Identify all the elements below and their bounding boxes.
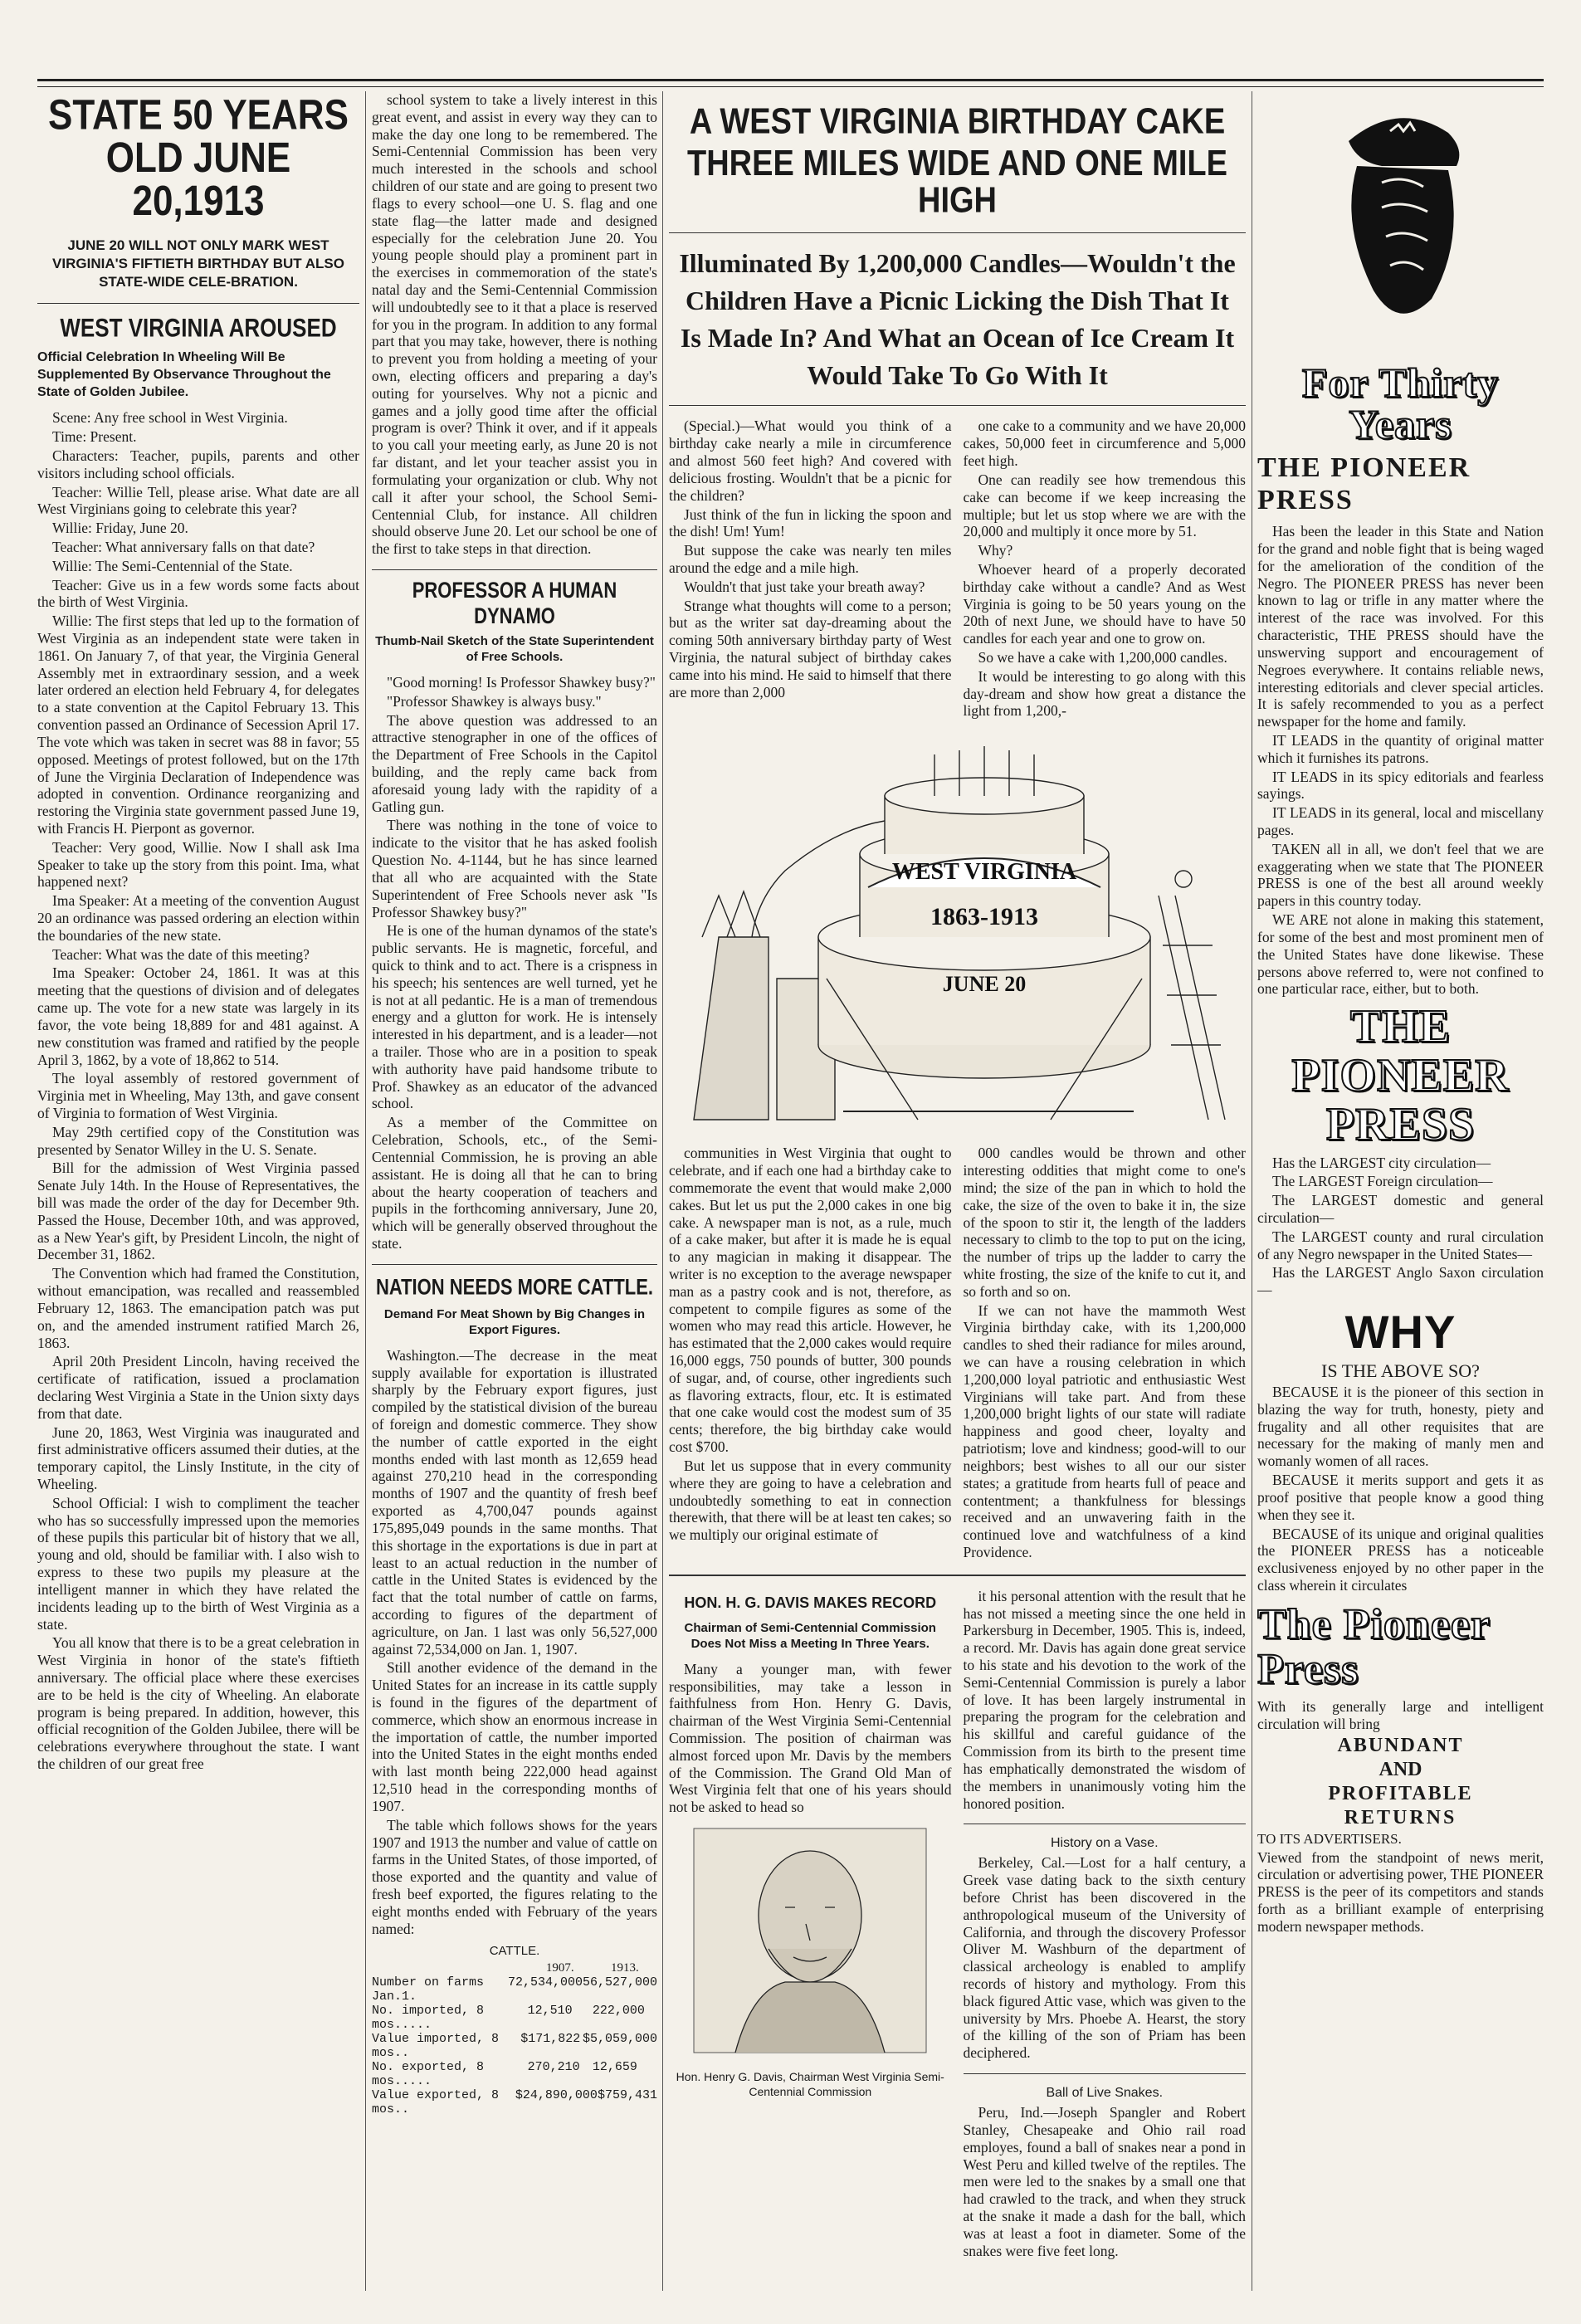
headline-history-vase: History on a Vase. [1050, 1836, 1159, 1851]
paragraph: The loyal assembly of restored government of Virginia met in Wheeling, May 13th, and gave consent of Virginia to formation of West Virginia. [37, 1070, 359, 1121]
paragraph: It would be interesting to go along with this day-dream and show how great a distance the light from 1,200,- [963, 667, 1246, 720]
paragraph: Berkeley, Cal.—Lost for a half century, a Greek vase dating back to the sixth century before Christ has been discovered in the anthropological museum of the University of California, and through the discovery Professor Oliver M. Washburn of the department of classical archeology is enabled to amplify records of history and mythology. From this black figured Attic vase, which was given to the university by Mrs. Phoebe A. Hearst, the story of the killing of the son of Priam has been deciphered. [963, 1854, 1246, 2062]
divider [964, 2073, 1247, 2074]
paragraph: TAKEN all in all, we don't feel that we are exaggerating when we state that The PIONEER PRESS is one of the best all around weekly papers in this country today. [1257, 840, 1544, 910]
cake-banner-text: WEST VIRGINIA [891, 859, 1077, 886]
paragraph: Peru, Ind.—Joseph Spangler and Robert Stanley, Chesapeake and Ohio rail road employes, found a ball of snakes near a pond in West Peru and killed twelve of the reptiles. The men were led to the snakes by a small one that had crawled to the track, and when they struck at the snake it made a dash for the ball, which was at least a foot in diameter. Some of the snakes were five feet long. [963, 2104, 1246, 2259]
paragraph: 000 candles would be thrown and other interesting oddities that might come to one's mind; the size of the pan in which to hold the cake, the size of the oven to bake it in, the size of the spoon to stir it, the length of the ladders necessary to climb to the top to put on the icing, the number of trips up the ladder to carry the white frosting, the size of the knife to cut it, and so forth and so on. [963, 1145, 1246, 1300]
paragraph: Ima Speaker: October 24, 1861. It was at this meeting that the questions of division and of delegates came up. The vote for a new state was largely in its favor, the vote being 18,889 for and 481 against. A new constitution was framed and ratified by the people April 3, 1862, by a vote of 18,862 to 514. [37, 964, 359, 1068]
paragraph: Teacher: Very good, Willie. Now I shall ask Ima Speaker to take up the story from this point. Ima, what happened next? [37, 838, 359, 891]
paragraph: Ima Speaker: At a meeting of the convention August 20 an ordinance was passed ordering an election within the boundaries of the new state. [37, 892, 359, 944]
paragraph: As a member of the Committee on Celebration, Schools, etc., of the Semi-Centennial Commission, he is proving an able assistant. He is doing all that he can to bring about the hearty cooperation of teachers and pupils in the forthcoming anniversary, June 20, which will be generally observed throughout the state. [372, 1114, 657, 1252]
paragraph: Still another evidence of the demand in the United States for an increase in its cattle supply is found in the figures of the department of commerce, which show an enormous increase in the importation of cattle, the number imported into the United States in the eight months ended with last month being 222,000 head against 12,510 head in the corresponding months of 1907. [372, 1659, 657, 1814]
table-cell: $24,890,000 [515, 2088, 598, 2103]
column-school-professor-cattle [372, 91, 657, 2291]
table-row [372, 2088, 657, 2116]
paragraph: Willie: The Semi-Centennial of the State. [52, 557, 293, 574]
table-row [372, 2060, 657, 2088]
table-cell: No. imported, 8 mos..... [372, 2004, 485, 2033]
divider [669, 232, 1246, 233]
cake-years-text: 1863-1913 [930, 903, 1038, 931]
lower-right-briefs [964, 1588, 1247, 2262]
paragraph: BECAUSE it merits support and gets it as proof positive that people know a good thing when they see it. [1257, 1472, 1544, 1523]
paragraph: The Convention which had framed the Constitution, without emancipation, was recalled and reassembled February 12, 1863. The emancipation patch was put on, and the amended instrument ratified March 26, 1863. [37, 1265, 359, 1351]
paragraph: IT LEADS in its general, local and miscellany pages. [1257, 804, 1544, 838]
divider [372, 1264, 657, 1265]
masthead-pioneer-press-3: The Pioneer Press [1257, 1600, 1491, 1694]
subhead-west-virginia-aroused: WEST VIRGINIA AROUSED [60, 312, 337, 343]
headline-birthday-cake-line2: THREE MILES WIDE AND ONE MILE HIGH [687, 143, 1227, 221]
snakes-body [964, 2104, 1247, 2259]
article-body-state-50 [37, 409, 359, 1773]
ad-body-5: Viewed from the standpoint of news merit, circulation or advertising power, THE PIONEER PRESS is the peer of its competitors and stands forth as a brilliant example of enterprising modern newspaper methods. [1257, 1848, 1544, 1935]
paragraph: IT LEADS in the quantity of original matter which it furnishes its patrons. [1257, 731, 1544, 766]
ad-body-4: With its generally large and intelligent circulation will bring [1257, 1697, 1544, 1732]
davis-body [669, 1661, 952, 1816]
divider [372, 569, 657, 570]
paragraph: Has the LARGEST Anglo Saxon circulation— [1257, 1264, 1544, 1299]
ad-profitable: PROFITABLE [1328, 1782, 1473, 1804]
vase-body [964, 1854, 1247, 2062]
paragraph: Willie: The first steps that led up to the formation of West Virginia as an independent state were taken in 1861. On January 7, of that year, the Virginia General Assembly met in extraordinary session, and a week later ordered an election held February 4, for delegates to a state convention at the Capitol February 13. This convention passed an Ordinance of Secession April 17. The vote which was taken in secret was 88 in favor; 55 opposed. Meetings of protest followed, but on the 17th of June the Virginia Declaration of Independence was adopted in convention. Ordinance reorganizing and restoring the Virginia state government passed June 19, with Francis H. Pierpont as governor. [37, 613, 359, 837]
paragraph: The table which follows shows for the years 1907 and 1913 the number and value of cattle on farms in the United States, of those imported, of those exported and the quantity and value of fresh beef exported, the figures relating to the eight months ended with February of the years named: [372, 1816, 657, 1937]
table-header-cell: 1913. [611, 1961, 639, 1975]
paragraph: "Good morning! Is Professor Shawkey busy?" [387, 673, 656, 691]
paragraph: WE ARE not alone in making this statement, for some of the best and most prominent men of the United States have done likewise. These persons above referred to, were not confined to one particular race, either, but to both. [1257, 911, 1544, 998]
portrait-svg [669, 1824, 951, 2065]
deck-thumb-nail-sketch: Thumb-Nail Sketch of the State Superintendent of Free Schools. [375, 633, 654, 665]
headline-live-snakes: Ball of Live Snakes. [1046, 2086, 1164, 2101]
cake-illustration-svg [669, 730, 1246, 1136]
ad-body-1 [1257, 523, 1544, 998]
portrait-caption: Hon. Henry G. Davis, Chairman West Virginia Semi-Centennial Commission [676, 2070, 944, 2099]
paragraph: The above question was addressed to an attractive stenographer in one of the offices of the Department of Free Schools in the Capitol building, and the reply came back from aforesaid young lady with the rapidity of a Gatling gun. [372, 711, 657, 815]
paragraph: You all know that there is to be a great celebration in West Virginia in honor of the state's fiftieth anniversary. The official place where these exercises are to be held is the city of Wheeling. An elaborate program is being prepared. In addition, however, this official recognition of the Golden Jubilee, there will be celebrations everywhere throughout the state. I want the children of our great free [37, 1634, 359, 1773]
table-title-cattle: CATTLE. [489, 1944, 540, 1959]
ad-top-illustration [1257, 91, 1544, 357]
headline-birthday-cake-line1: A WEST VIRGINIA BIRTHDAY CAKE [689, 101, 1226, 143]
paragraph: The LARGEST domestic and general circulation— [1257, 1192, 1544, 1226]
table-cell: Number on farms Jan.1. [372, 1975, 485, 2004]
paragraph: Whoever heard of a properly decorated birthday cake without a candle? And as West Virginia is going to be 50 years young on the 20th of next June, we should have to have 50 candles for each year and one to grow on. [963, 560, 1246, 647]
column-rule [365, 91, 366, 2291]
paragraph: If we can not have the mammoth West Virginia birthday cake, with its 1,200,000 candles to shed their radiance for miles around, we can have a rousing celebration in which 1,200,000 loyal patriotic and enthusiastic West Virginians will take part. And from these 1,200,000 bright lights of our state will radiate happiness and good cheer, loyalty and patriotism; love and kindness; good-will to our neighbors; best wishes to all our our sister states; a gratitude from hearts full of peace and contentment; a thankfulness for blessings received and an unwavering faith in the continued love and watchfulness of a kind Providence. [963, 1301, 1246, 1560]
column-pioneer-press-ad [1257, 91, 1544, 2291]
column-rule [662, 91, 663, 2291]
divider [669, 405, 1246, 406]
paragraph: one cake to a community and we have 20,000 cakes, 50,000 feet in circumference and 5,000 feet high. [963, 417, 1246, 470]
paragraph: BECAUSE it is the pioneer of this section in blazing the way for truth, honesty, piety and frugality and all other requisites that are necessary for the making of manly men and womanly women of all races. [1257, 1384, 1544, 1470]
headline-davis-record: HON. H. G. DAVIS MAKES RECORD [684, 1594, 937, 1611]
paragraph: Teacher: What anniversary falls on that date? [52, 538, 315, 555]
paragraph: He is one of the human dynamos of the state's public servants. He is magnetic, forceful, and quick to think and to act. There is a crispness in his speech; his sentences are well turned, yet he is not at all pedantic. He is a man of tremendous energy and a glutton for work. He is intensely interested in his department, and is a leader—not a trailer. Those who are in a position to speak with authority have paid handsome tribute to Prof. Shawkey as an educator of the advanced school. [372, 922, 657, 1112]
ad-to-advertisers: TO ITS ADVERTISERS. [1257, 1830, 1402, 1847]
ad-returns: RETURNS [1344, 1806, 1457, 1828]
bird-illustration-svg [1257, 91, 1544, 357]
table-header-cell: 1907. [545, 1961, 574, 1975]
deck-illuminated-candles: Illuminated By 1,200,000 Candles—Wouldn't the Children Have a Picnic Licking the Dish That It Is Made In? And What an Ocean of Ice Cream It Would Take To Go With It [679, 248, 1236, 390]
paragraph: communities in West Virginia that ought to celebrate, and if each one had a birthday cake to commemorate the event that would make 2,000 cakes. But let us put the 2,000 cakes in one big cake. A newspaper man is not, as a rule, much of a cake maker, but after it is made he is equal to any magician in making it disappear. The writer is no exception to the average newspaper man as a pastry cook and is not, therefore, as competent to compile figures as some of the women who may read this article. However, he has estimated that the 2,000 cakes would require 16,000 eggs, 750 pounds of butter, 300 pounds of sugar, and, of course, other ingredients such as flavoring extracts, flour, etc. It is estimated that one cake would cost the modest sum of 35 cents; therefore, the big birthday cake would cost $700. [669, 1145, 952, 1456]
paragraph: Many a younger man, with fewer responsibilities, may take a lesson in faithfulness from Hon. Henry G. Davis, chairman of the West Virginia Semi-Centennial Commission. The position of chairman was almost forced upon Mr. Davis by the members of the Commission. The Grand Old Man of West Virginia felt that one of his years should not be asked to head so [669, 1660, 952, 1816]
paragraph: Teacher: What was the date of this meeting? [52, 945, 310, 963]
why-heading: WHY [1344, 1306, 1457, 1359]
paragraph: Has the LARGEST city circulation— [1272, 1154, 1491, 1171]
table-cell: $759,431 [597, 2088, 657, 2103]
table-cell: Value exported, 8 mos.. [372, 2088, 500, 2117]
table-header-row [372, 1961, 657, 1975]
table-cell: 72,534,000 [507, 1975, 583, 1990]
paragraph: Why? [978, 542, 1013, 559]
table-row [372, 1975, 657, 2004]
table-row [372, 2004, 657, 2032]
ad-abundant: ABUNDANT [1337, 1734, 1464, 1756]
headline-professor-human-dynamo: PROFESSOR A HUMAN DYNAMO [412, 577, 617, 628]
headline-nation-needs-cattle: NATION NEEDS MORE CATTLE. [375, 1274, 654, 1300]
paragraph: IT LEADS in its spicy editorials and fearless sayings. [1257, 768, 1544, 803]
paragraph: Bill for the admission of West Virginia passed Senate July 14th. In the House of Representatives, the bill was made the order of the day for December 9th. Passed the House, December 10th, and was approved, as a New Year's gift, by President Lincoln, the night of December 31, 1862. [37, 1160, 359, 1263]
table-cell: 222,000 [592, 2004, 645, 2019]
paragraph: Scene: Any free school in West Virginia. [52, 409, 288, 427]
cake-article-left [669, 417, 952, 721]
paragraph: School Official: I wish to compliment the teacher who has so successfully impressed upon the memories of these pupils this particular bit of history that we all, young and old, should be familiar with. I also wish to express to these two pupils my pleasure at the intelligent manner in which they have related the incidents leading up to the birth of West Virginia as a state. [37, 1494, 359, 1633]
davis-article [669, 1588, 952, 2262]
ad-body-3 [1257, 1384, 1544, 1594]
paragraph: Willie: Friday, June 20. [52, 520, 188, 537]
lower-center-section [669, 1588, 1246, 2262]
masthead-pioneer-press-1: THE PIONEER PRESS [1257, 452, 1471, 516]
cake-article-top [669, 417, 1246, 721]
table-cell: Value imported, 8 mos.. [372, 2032, 500, 2061]
why-subheading: IS THE ABOVE SO? [1321, 1360, 1480, 1382]
paragraph: Has been the leader in this State and Nation for the grand and noble fight that is being waged for the amelioration of the condition of the Negro. The PIONEER PRESS has never been known to lag or trifle in any matter where the interest of the race was involved. For this characteristic, THE PRESS should have the unswerving support and encouragement of Negroes everywhere. It contains reliable news, interesting editorials and clever special articles. It is safely recommended to you as a perfect newspaper for the home and family. [1257, 523, 1544, 730]
paragraph: There was nothing in the tone of voice to indicate to the visitor that he has asked foolish Question No. 4-1144, but he has since learned that all who are acquainted with the State Superintendent of Free Schools never ask "Is Professor Shawkey busy?" [372, 817, 657, 920]
cake-article-right [964, 417, 1247, 721]
page-top-rule [37, 79, 1544, 87]
paragraph: The LARGEST county and rural circulation of any Negro newspaper in the United States— [1257, 1228, 1544, 1262]
divider [37, 303, 359, 304]
article-body-school-system [372, 91, 657, 558]
subdeck-official-celebration: Official Celebration In Wheeling Will Be Supplemented By Observance Throughout the State of Golden Jubilee. [37, 349, 331, 399]
divider [669, 1575, 1246, 1576]
davis-continued [964, 1588, 1247, 1813]
article-body-cattle [372, 1347, 657, 1938]
paragraph: it his personal attention with the result that he has not missed a meeting since the one held in Parkersburg in December, 1905. This is, indeed, a record. Mr. Davis has again done great service to his state and his devotion to the work of the Semi-Centennial Commission is purely a labor of love. It has been largely instrumental in preparing the program for the celebration and his skillful and careful guidance of the Commission from its birth to the present time has emphatically demonstrated the wisdom of the members in unanimously voting him the honored position. [963, 1587, 1246, 1812]
davis-portrait [669, 1824, 952, 2099]
paragraph: Characters: Teacher, pupils, parents and other visitors including school officials. [37, 447, 359, 481]
paragraph: April 20th President Lincoln, having received the certificate of ratification, issued a proclamation declaring West Virginia a State in the Union sixty days from that date. [37, 1353, 359, 1422]
paragraph: One can readily see how tremendous this cake can become if we keep increasing the multiple; but let us stop where we are with the 20,000 and multiply it once more by 51. [963, 471, 1246, 540]
table-cell: $171,822 [520, 2032, 581, 2047]
cattle-table [372, 1961, 657, 2116]
table-cell: 12,659 [592, 2060, 637, 2075]
column-birthday-cake [669, 91, 1246, 2291]
masthead-pioneer-press-2: THE PIONEER PRESS [1291, 1001, 1510, 1150]
table-header-cell [372, 1961, 528, 1975]
deck-june-20: JUNE 20 WILL NOT ONLY MARK WEST VIRGINIA'S FIFTIETH BIRTHDAY BUT ALSO STATE-WIDE CELE-BRATION. [52, 237, 344, 290]
table-cell: No. exported, 8 mos..... [372, 2060, 485, 2089]
table-cell: $5,059,000 [582, 2032, 657, 2047]
paragraph: school system to take a lively interest in this great event, and assist in every way they can to make the day one long to be remembered. The Semi-Centennial Commission has been very much interested in the schools and school children of our state and are going to present two flags to every school—one U. S. flag and one state flag—the latter made and designed especially for the celebration June 20. You young people should play a prominent part in the exercises in commemoration of the state's natal day and the Semi-Centennial Commission will undoubtedly see to it that a place is reserved for you in the program. In addition to any formal part that you may take, however, there is nothing to prevent you from holding a meeting of your own, electing officers and preparing a day's outing for yourselves. Why not a picnic and games and a jolly good time after the official program is over? Think it over, and if it appeals to you call your meeting early, as June 20 is not far distant, and let your teacher assist you in formulating your organization or club. Why not call it after your school, the School Semi-Centennial Club, for instance. All children should observe June 20. Let our school be one of the first to take steps in that direction. [372, 91, 657, 558]
paragraph: So we have a cake with 1,200,000 candles. [978, 649, 1227, 666]
headline-state-50-years: STATE 50 YEARS OLD JUNE 20,1913 [48, 91, 349, 225]
cake-illustration [669, 730, 1246, 1136]
banner-for-thirty-years: For Thirty Years [1301, 359, 1500, 447]
table-row [372, 2032, 657, 2060]
table-cell: 270,210 [527, 2060, 580, 2075]
paragraph: May 29th certified copy of the Constitution was presented by Senator Willey in the U. S. Senate. [37, 1123, 359, 1158]
table-cell: 12,510 [527, 2004, 573, 2019]
paragraph: June 20, 1863, West Virginia was inaugurated and first administrative officers assumed their duties, at the temporary capitol, the Linsly Institute, in the city of Wheeling. [37, 1423, 359, 1493]
paragraph: BECAUSE of its unique and original qualities the PIONEER PRESS has a noticeable exclusiveness enjoyed by no other paper in the class wherein it circulates [1257, 1525, 1544, 1594]
cake-article-bottom [669, 1145, 1246, 1563]
cake-article-lower-right [964, 1145, 1247, 1563]
paragraph: Wouldn't that just take your breath away? [684, 578, 925, 595]
paragraph: Teacher: Give us in a few words some facts about the birth of West Virginia. [37, 576, 359, 611]
paragraph: (Special.)—What would you think of a birthday cake nearly a mile in circumference and almost 560 feet high? And covered with delicious frosting. Wouldn't that be a picnic for the children? [669, 417, 952, 504]
cake-date-text: JUNE 20 [942, 972, 1027, 997]
paragraph: Time: Present. [52, 428, 137, 446]
table-cell: 56,527,000 [582, 1975, 657, 1990]
deck-demand-for-meat: Demand For Meat Shown by Big Changes in Export Figures. [383, 1306, 646, 1338]
paragraph: Washington.—The decrease in the meat supply available for exportation is illustrated sharply by the February export figures, just compiled by the statistical division of the bureau of foreign and domestic commerce. They show the number of cattle exported in the eight months ended with last month as 12,659 head against 270,210 head in the corresponding months of 1907 and the quantity of fresh beef exported as 4,700,047 pounds against 175,895,049 pounds in the same months. That this shortage in the exportations is due in part at least to an actual reduction in the number of cattle in the United States is evidenced by the fact that the total number of cattle on farms, according to figures of the department of agriculture, on Jan. 1 last was only 56,527,000 against 72,534,000 on Jan. 1, 1907. [372, 1346, 657, 1658]
column-state-50-years [37, 91, 359, 2291]
paragraph: Strange what thoughts will come to a person; but as the writer sat day-dreaming about the coming 50th anniversary birthday party of West Virginia, the natural subject of birthday cakes came into his mind. He said to himself that there are more than 2,000 [669, 597, 952, 701]
paragraph: But suppose the cake was nearly ten miles around the edge and a mile high. [669, 542, 952, 576]
paragraph: "Professor Shawkey is always busy." [387, 692, 602, 710]
ad-and: AND [1378, 1758, 1422, 1780]
paragraph: But let us suppose that in every community where they are going to have a celebration and undoubtedly something to eat in connection therewith, that there will be at least ten cakes; so we multiply our original estimate of [669, 1457, 952, 1544]
paragraph: The LARGEST Foreign circulation— [1272, 1173, 1493, 1190]
paragraph: Just think of the fun in licking the spoon and the dish! Um! Yum! [669, 505, 952, 540]
cake-article-lower-left [669, 1145, 952, 1563]
article-body-professor [372, 674, 657, 1252]
paragraph: Teacher: Willie Tell, please arise. What date are all West Virginians going to celebrate this year? [37, 483, 359, 518]
deck-davis: Chairman of Semi-Centennial Commission Does Not Miss a Meeting In Three Years. [684, 1620, 936, 1652]
ad-body-2 [1257, 1155, 1544, 1300]
